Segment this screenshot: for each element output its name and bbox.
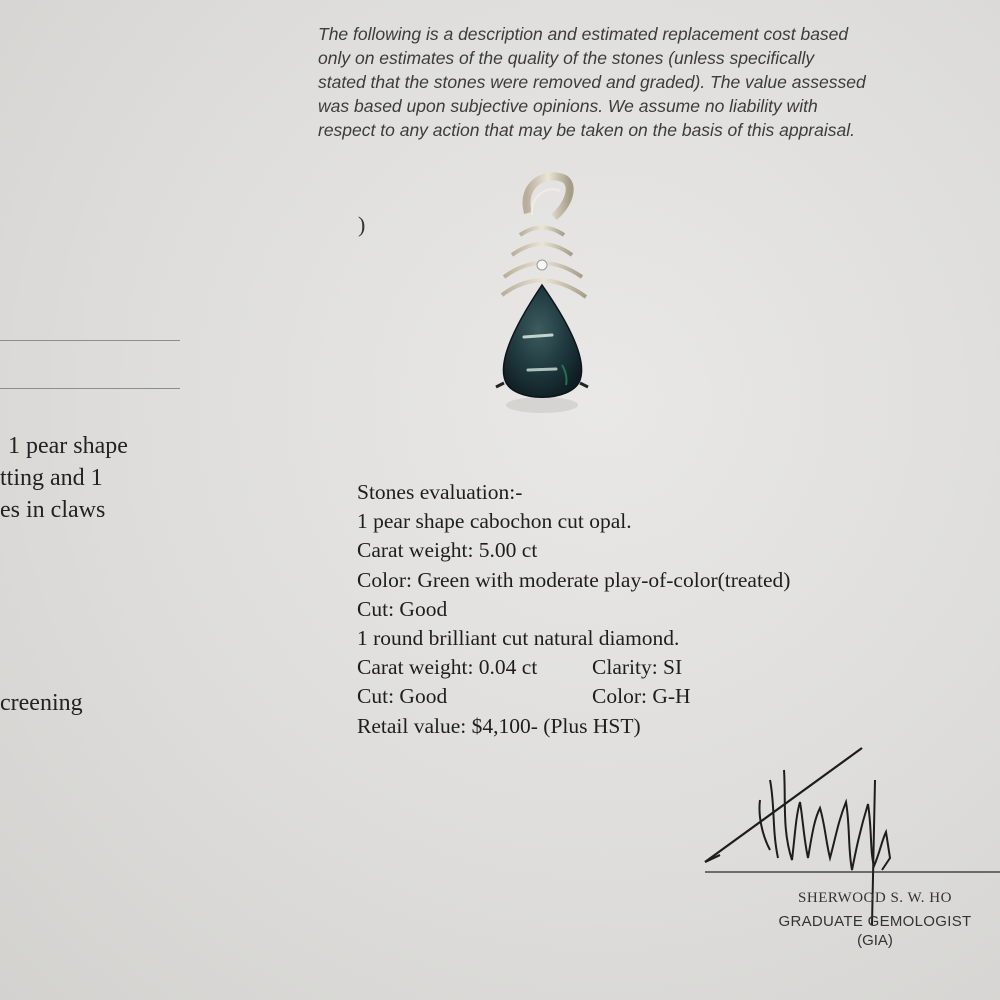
- retail-value: Retail value: $4,100- (Plus HST): [357, 713, 641, 738]
- diamond-clarity: Clarity: SI: [592, 655, 683, 680]
- diamond-carat-weight: Carat weight: 0.04 ct: [357, 655, 538, 680]
- signatory-name: SHERWOOD S. W. HO: [798, 890, 952, 906]
- signatory-title: GRADUATE GEMOLOGIST: [778, 913, 972, 930]
- stones-evaluation: [357, 478, 917, 741]
- opal-carat-weight: Carat weight: 5.00 ct: [357, 538, 538, 563]
- cropped-description-line: tting and 1: [0, 465, 103, 491]
- signatory-block: [760, 890, 990, 949]
- cropped-description-line: 1 pear shape: [8, 433, 128, 459]
- disclaimer-line: only on estimates of the quality of the stones (unless specifically: [318, 48, 815, 68]
- evaluation-heading: Stones evaluation:-: [357, 480, 523, 504]
- disclaimer-line: The following is a description and estimated replacement cost based: [318, 24, 849, 44]
- disclaimer-line: respect to any action that may be taken on the basis of this appraisal.: [318, 120, 855, 140]
- blank-line-rule: [0, 340, 180, 341]
- diamond-description: 1 round brilliant cut natural diamond.: [357, 626, 680, 651]
- stray-parenthesis: ): [358, 212, 366, 237]
- opal-color: Color: Green with moderate play-of-color(treated): [357, 567, 791, 592]
- diamond-cut-row: [357, 682, 917, 711]
- opal-description: 1 pear shape cabochon cut opal.: [357, 509, 632, 534]
- signatory-organization: (GIA): [857, 932, 893, 949]
- diamond-cut: Cut: Good: [357, 684, 448, 709]
- cropped-note: creening: [0, 690, 83, 716]
- opal-cut: Cut: Good: [357, 596, 448, 621]
- pendant-photo: [490, 165, 600, 425]
- disclaimer-line: stated that the stones were removed and graded). The value assessed: [318, 72, 866, 92]
- diamond-carat-row: [357, 653, 917, 682]
- diamond-color: Color: G-H: [592, 684, 691, 709]
- cropped-description: [0, 430, 200, 526]
- disclaimer-line: was based upon subjective opinions. We assume no liability with: [318, 96, 818, 116]
- cropped-description-line: es in claws: [0, 497, 106, 523]
- disclaimer-text: [318, 22, 998, 142]
- blank-line-rule: [0, 388, 180, 389]
